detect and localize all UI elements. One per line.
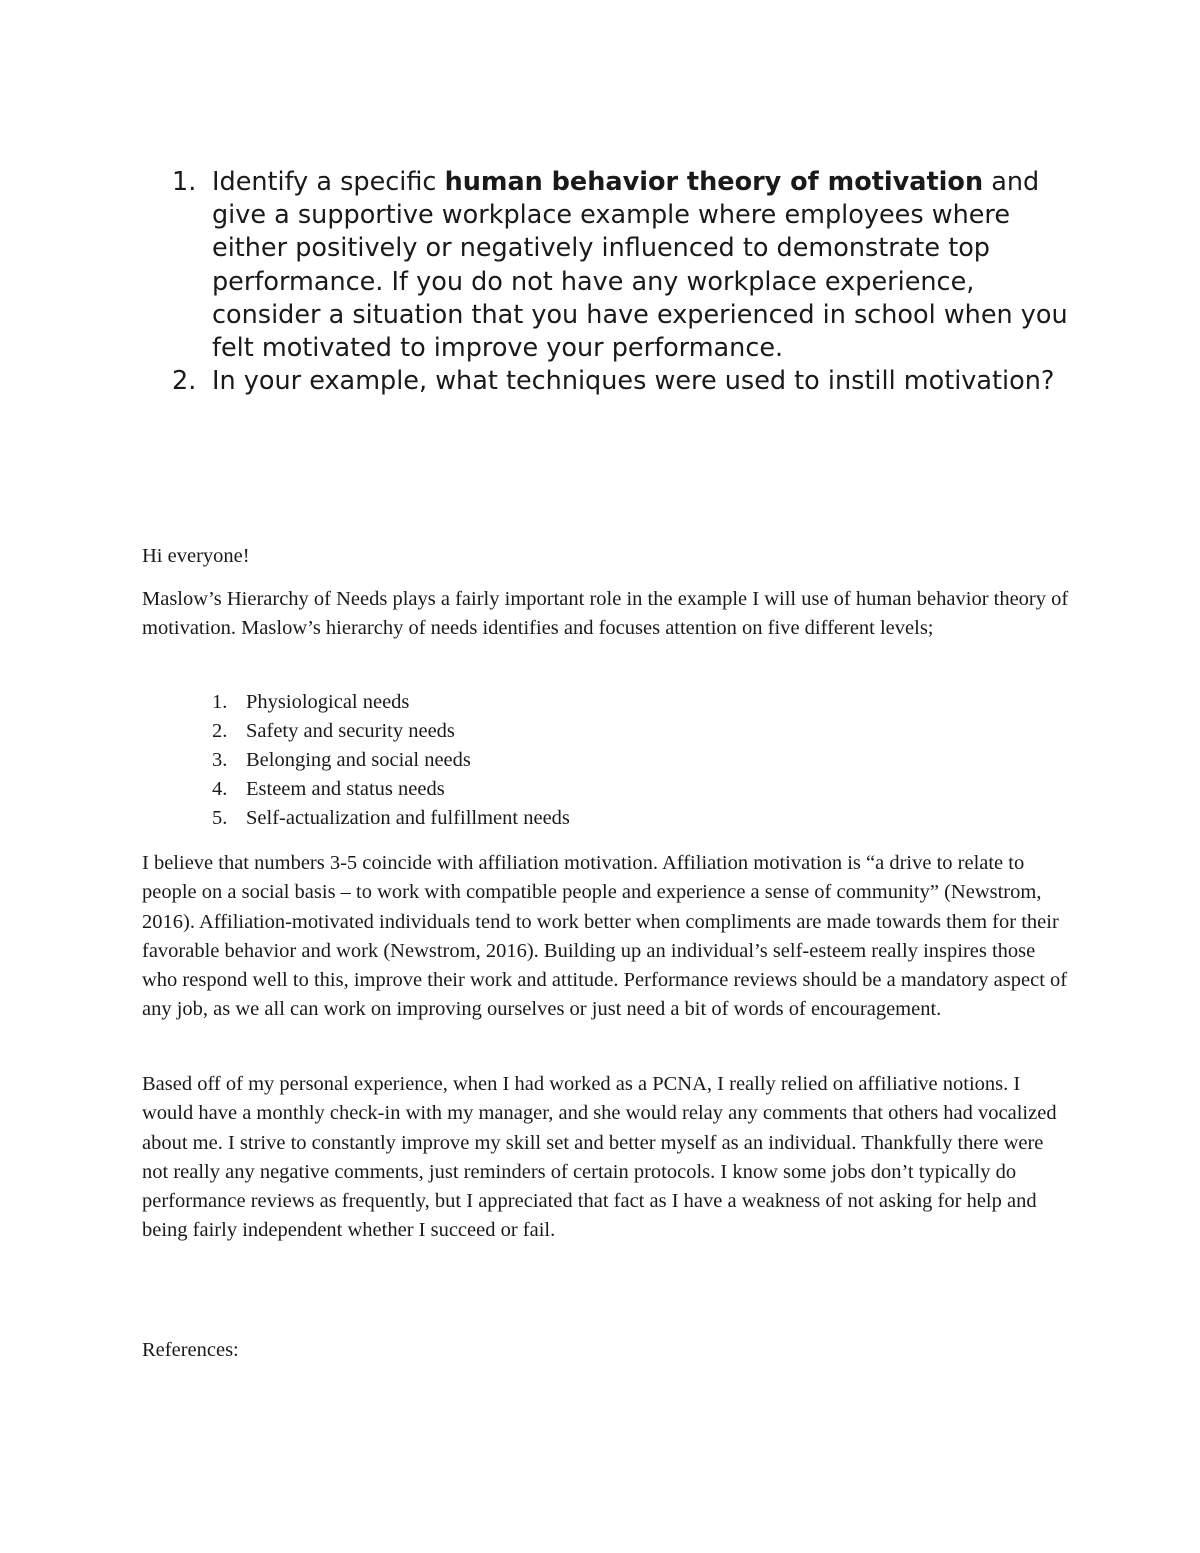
- affiliation-paragraph: I believe that numbers 3-5 coincide with affiliation motivation. Affiliation motivation is “a drive to relate to people on a social basis – to work with compatible people and experience a sense of community” (Newstrom, 2016). Affiliation-motivated individuals tend to work better when compliments are made towards them for their favorable behavior and work (Newstrom, 2016). Building up an individual’s self-esteem really inspires those who respond well to this, improve their work and attitude. Performance reviews should be a mandatory aspect of any job, as we all can work on improving ourselves or just need a bit of words of encouragement.: [142, 852, 1068, 1021]
- list-item-label: Belonging and social needs: [246, 749, 471, 772]
- list-item: [142, 804, 942, 833]
- list-item-label: Safety and security needs: [246, 720, 455, 743]
- list-item-label: Esteem and status needs: [246, 778, 445, 801]
- list-item: [142, 688, 942, 717]
- question-bold-term: human behavior theory of motivation: [444, 167, 984, 197]
- list-item-number: 5.: [212, 807, 228, 830]
- list-item: [142, 717, 942, 746]
- list-item-number: 2.: [212, 720, 228, 743]
- question-item-1: [142, 166, 1072, 365]
- question-list: [142, 166, 1072, 398]
- experience-paragraph: Based off of my personal experience, when I had worked as a PCNA, I really relied on affiliative notions. I would have a monthly check-in with my manager, and she would relay any comments that others had vocalized about me. I strive to constantly improve my skill set and better myself as an individual. Thankfully there were not really any negative comments, just reminders of certain protocols. I know some jobs don’t typically do performance reviews as frequently, but I appreciated that fact as I have a weakness of not asking for help and being fairly independent whether I succeed or fail.: [142, 1073, 1057, 1242]
- list-item-number: 3.: [212, 749, 228, 772]
- needs-list: [142, 688, 942, 833]
- greeting: Hi everyone!: [142, 545, 250, 567]
- question-text: In your example, what techniques were used to instill motivation?: [212, 366, 1055, 397]
- list-item: [142, 775, 942, 804]
- question-item-2: [142, 365, 1072, 398]
- question-text: Identify a specific: [212, 167, 445, 197]
- list-item-label: Physiological needs: [246, 691, 410, 713]
- question-text: and give a supportive workplace example where employees where either positively or negatively influenced to demonstrate top performance. If you do not have any workplace experience, consider a situation that you have experienced in school when you felt motivated to improve your performance.: [212, 167, 1068, 364]
- question-number: 1.: [172, 167, 197, 197]
- list-item-number: 1.: [212, 691, 228, 713]
- list-item-number: 4.: [212, 778, 228, 801]
- question-number: 2.: [172, 366, 197, 397]
- references-heading: References:: [142, 1339, 239, 1361]
- list-item: [142, 746, 942, 775]
- list-item-label: Self-actualization and fulfillment needs: [246, 807, 570, 830]
- intro-paragraph: Maslow’s Hierarchy of Needs plays a fairly important role in the example I will use of human behavior theory of motivation. Maslow’s hierarchy of needs identifies and focuses attention on five different levels;: [142, 588, 1069, 640]
